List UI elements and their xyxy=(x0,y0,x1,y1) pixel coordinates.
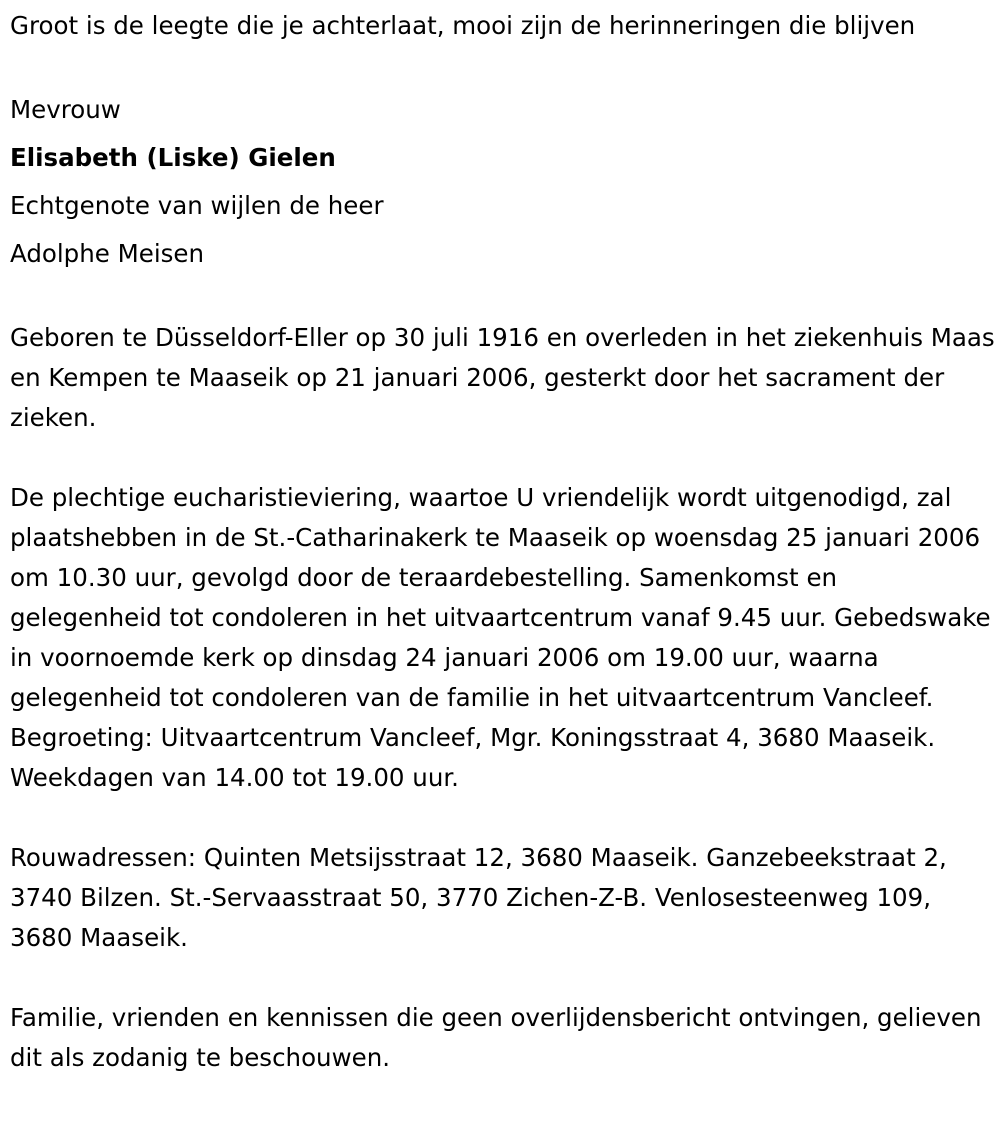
spacer xyxy=(10,798,995,838)
birth-death-paragraph: Geboren te Düsseldorf-Eller op 30 juli 1916 en overleden in het ziekenhuis Maas en Kempen te Maaseik op 21 januari 2006, gesterkt door het sacrament der zieken. xyxy=(10,323,995,432)
addresses-paragraph: Rouwadressen: Quinten Metsijsstraat 12, 3680 Maaseik. Ganzebeekstraat 2, 3740 Bilzen. St.-Servaasstraat 50, 3770 Zichen-Z-B. Venlosesteenweg 109, 3680 Maaseik. xyxy=(10,843,947,952)
spouse-line-2: Adolphe Meisen xyxy=(10,239,205,268)
identity-block xyxy=(10,86,995,278)
spacer xyxy=(10,46,995,86)
ceremony-paragraph: De plechtige eucharistieviering, waartoe U vriendelijk wordt uitgenodigd, zal plaatshebben in de St.-Catharinakerk te Maaseik op woensdag 25 januari 2006 om 10.30 uur, gevolgd door de teraardebestelling. Samenkomst en gelegenheid tot condoleren in het uitvaartcentrum vanaf 9.45 uur. Gebedswake in voornoemde kerk op dinsdag 24 januari 2006 om 19.00 uur, waarna gelegenheid tot condoleren van de familie in het uitvaartcentrum Vancleef. Begroeting: Uitvaartcentrum Vancleef, Mgr. Koningsstraat 4, 3680 Maaseik. Weekdagen van 14.00 tot 19.00 uur. xyxy=(10,483,991,792)
deceased-name: Elisabeth (Liske) Gielen xyxy=(10,143,336,172)
spouse-line-1: Echtgenote van wijlen de heer xyxy=(10,191,384,220)
spacer xyxy=(10,958,995,998)
obituary-notice xyxy=(10,6,995,1078)
spacer xyxy=(10,278,995,318)
spacer xyxy=(10,438,995,478)
closing-paragraph: Familie, vrienden en kennissen die geen overlijdensbericht ontvingen, gelieven dit als zodanig te beschouwen. xyxy=(10,1003,982,1072)
motto-text: Groot is de leegte die je achterlaat, mooi zijn de herinneringen die blijven xyxy=(10,11,916,40)
title-text: Mevrouw xyxy=(10,95,121,124)
